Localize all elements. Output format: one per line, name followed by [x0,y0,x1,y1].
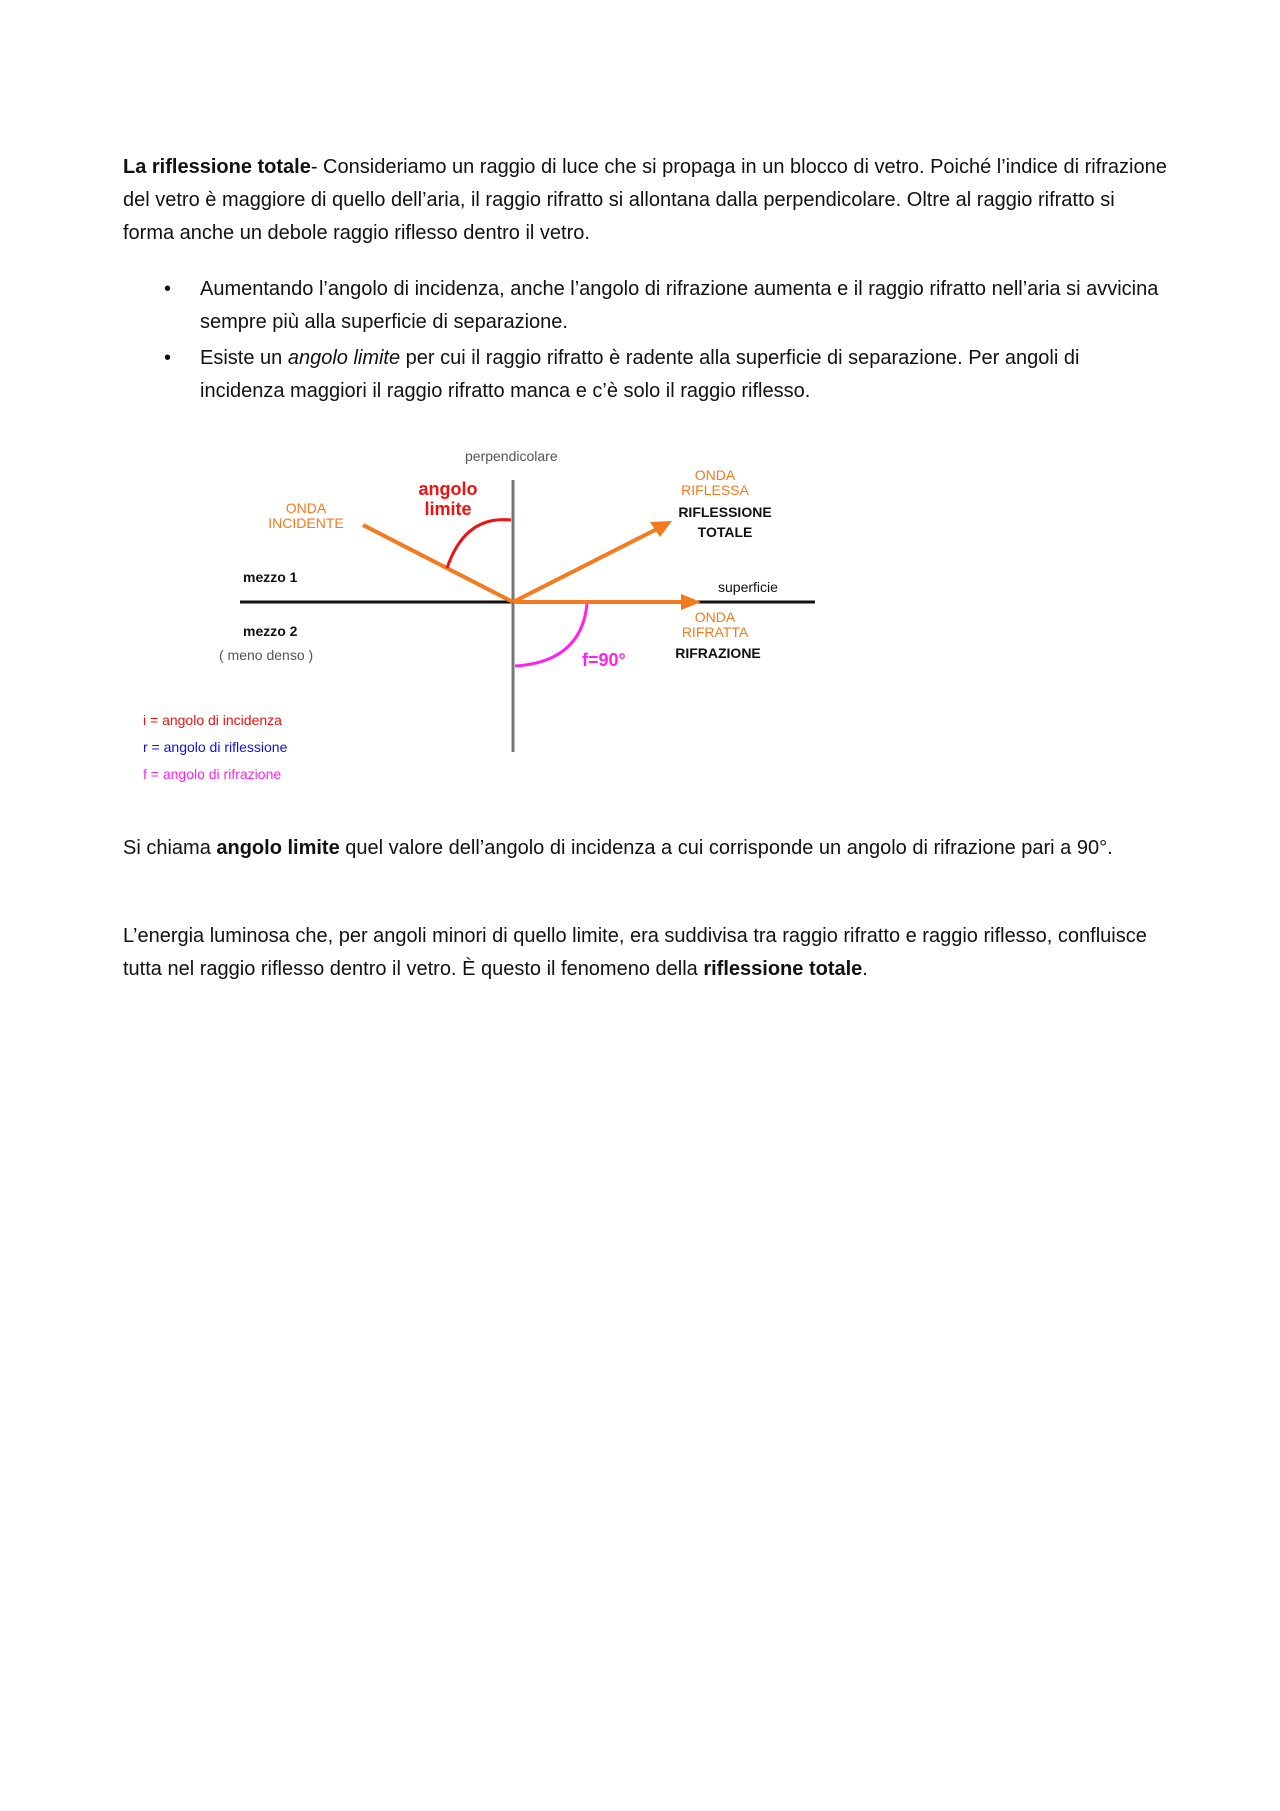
incident-label-1: ONDA [285,500,327,516]
reflected-label-1: ONDA [694,467,736,483]
energy-text-post: . [862,958,868,980]
total-reflection-label-1: RIFLESSIONE [678,504,772,520]
refraction-angle-value: f=90° [582,650,626,670]
limit-angle-term: angolo limite [216,837,340,859]
legend-incidence: i = angolo di incidenza [143,712,282,728]
limit-angle-text-post: quel valore dell’angolo di incidenza a cui corrisponde un angolo di rifrazione pari a 90°. [339,837,1113,859]
incident-label-2: INCIDENTE [268,515,344,531]
energy-text-pre: L’energia luminosa che, per angoli minori di quello limite, era suddivisa tra raggio rifratto e raggio riflesso, confluisce tutta nel raggio riflesso dentro il vetro. È questo il fenomeno della [123,925,1147,980]
bullet-text-post: per cui il raggio rifratto è radente alla superficie di separazione. Per angoli di incidenza maggiori il raggio rifratto manca e c’è solo il raggio riflesso. [200,347,1080,402]
total-reflection-label-2: TOTALE [697,524,753,540]
bullet-icon: • [164,278,172,300]
section-title: La riflessione totale [123,156,311,178]
limit-angle-label-1: angolo [418,479,478,499]
energy-paragraph [123,920,1168,986]
limit-angle-paragraph [123,832,1168,865]
surface-label: superficie [718,579,778,595]
perpendicular-label: perpendicolare [465,448,558,464]
legend-refraction: f = angolo di rifrazione [143,766,282,782]
total-reflection-diagram [135,440,835,790]
medium2-label: mezzo 2 [243,623,298,639]
total-reflection-term: riflessione totale [703,958,863,980]
incident-ray [363,525,513,602]
list-item [123,273,1168,339]
intro-text: - Consideriamo un raggio di luce che si propaga in un blocco di vetro. Poiché l’indice di rifrazione del vetro è maggiore di quello dell’aria, il raggio rifratto si allontana dalla perpendicolare. Oltre al raggio rifratto si forma anche un debole raggio riflesso dentro il vetro. [123,156,1167,244]
refracted-label-1: ONDA [694,609,736,625]
list-item [123,342,1168,408]
bullet-italic-term: angolo limite [287,347,401,369]
limit-angle-text-pre: Si chiama [123,837,217,859]
bullet-text-pre: Esiste un [200,347,288,369]
refraction-label: RIFRAZIONE [675,645,761,661]
medium1-label: mezzo 1 [243,569,298,585]
limit-angle-label-2: limite [424,499,472,519]
refracted-label-2: RIFRATTA [681,624,749,640]
bullet-text: Aumentando l’angolo di incidenza, anche l’angolo di rifrazione aumenta e il raggio rifratto nell’aria si avvicina sempre più alla superficie di separazione. [200,278,1159,333]
medium2-note: ( meno denso ) [219,647,314,663]
reflected-label-2: RIFLESSA [681,482,749,498]
intro-paragraph [123,151,1168,250]
legend-reflection: r = angolo di riflessione [143,739,288,755]
bullet-list [123,273,1168,411]
reflected-ray [513,529,657,602]
refracted-arrowhead [681,594,701,610]
limit-angle-arc [447,520,511,568]
refraction-angle-arc [515,604,587,666]
diagram-svg [135,440,835,790]
bullet-icon: • [164,347,172,369]
